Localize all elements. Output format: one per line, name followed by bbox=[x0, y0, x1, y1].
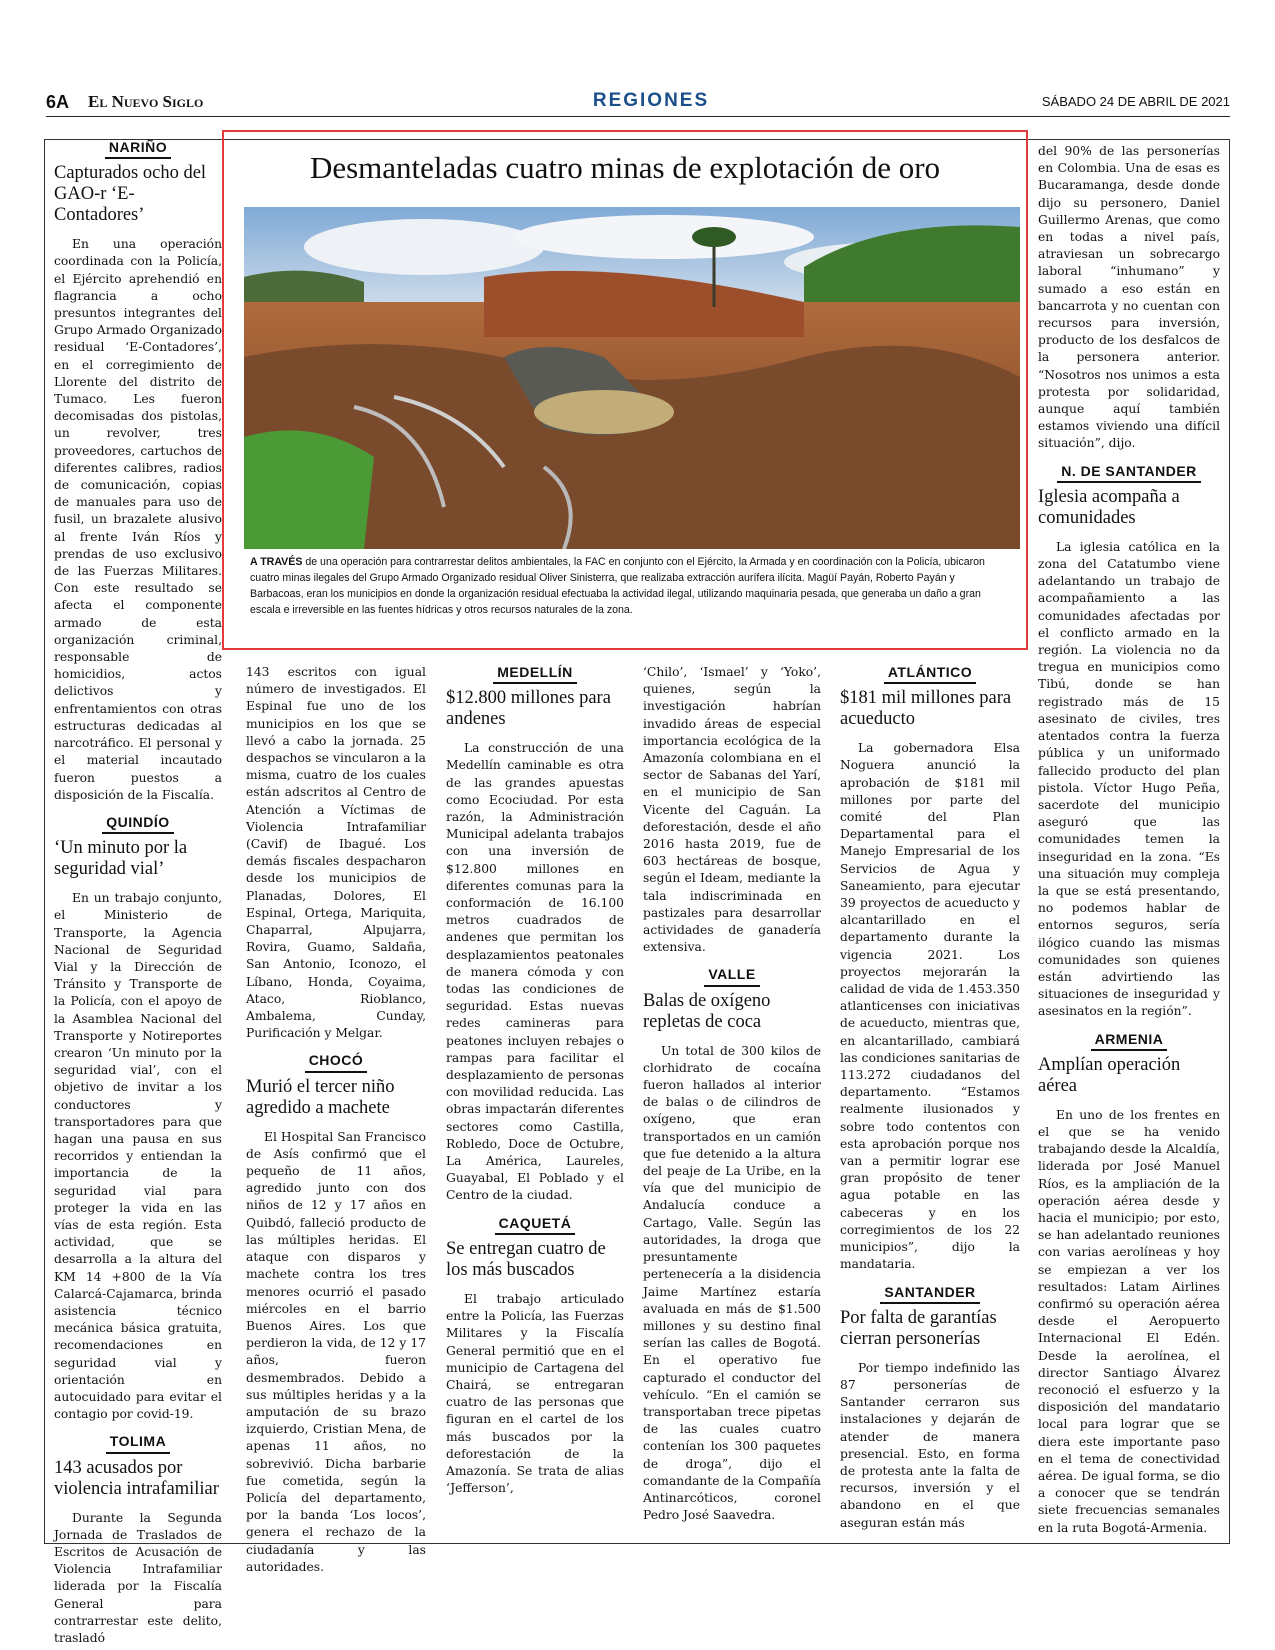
kicker-choco: CHOCÓ bbox=[246, 1052, 426, 1072]
headline-valle: Balas de oxígeno repletas de coca bbox=[643, 990, 771, 1032]
headline-tolima: 143 acusados por violencia intrafamiliar bbox=[54, 1457, 219, 1499]
caption-lead: A TRAVÉS bbox=[250, 556, 303, 568]
kicker-quindio: QUINDÍO bbox=[54, 814, 222, 834]
headline-santander: Por falta de garantías cierran personerías bbox=[840, 1307, 997, 1349]
article-nsantander: La iglesia católica en la zona del Catatumbo viene adelantando un trabajo de acompañamiento a las comunidades afectadas por el conflicto armado en la región. La violencia no da tregua en municipios como Tibú, donde se han registrado más de 15 asesinato de civiles, tres atentados contra la fuerza pública y un uniformado fallecido producto del plan pistola. Víctor Hugo Peña, sacerdote del municipio aseguró que las comunidades temen la inseguridad en la zona. “Es una situación muy compleja la que se está presentando, no podemos hablar de entornos seguros, sería ilógico cuando las mismas comunidades son quienes están advirtiendo las situaciones de inseguridad y asesinatos en la región”. bbox=[1038, 539, 1220, 1019]
article-caqueta-continued: ‘Chilo’, ‘Ismael’ y ‘Yoko’, quienes, según la investigación habrían invadido áreas de especial importancia ecológica de la Amazonía colombiana en el sector de Sabanas del Yarí, en el municipio de San Vicente del Caguán. La deforestación, desde el año 2016 hasta 2019, fue de 603 hectáreas de bosque, según el Ideam, mediante la tala indiscriminada en pastizales para desarrollar actividades de ganadería extensiva. bbox=[643, 665, 821, 955]
article-santander-continued: del 90% de las personerías en Colombia. Una de esas es Bucaramanga, desde donde dijo su personero, Daniel Guillermo Arenas, que como en todas a nivel país, atraviesan un sobrecargo laboral “inhumano” y sumado a eso están en bancarrota y no cuentan con recursos para inversión, producto de los desfalcos de la personera anterior. “Nosotros nos unimos a esta protesta por solidaridad, aunque aquí también estamos viviendo una difícil situación”, dijo. bbox=[1038, 144, 1220, 451]
newspaper-name: El Nuevo Siglo bbox=[88, 92, 204, 111]
column-4 bbox=[643, 664, 821, 1524]
article-valle: Un total de 300 kilos de clorhidrato de cocaína fueron hallados al interior de balas o de cilindros de oxígeno, que eran transportados en un camión que fue detenido a la altura del peaje de La Uribe, en la vía que del municipio de Andalucía conduce a Cartago, Valle. Según las autoridades, la droga que presuntamente pertenecería a la disidencia Jaime Martínez estaría avaluada en más de $1.500 millones y su destino final serían las calles de Bogotá. En el operativo fue capturado el conductor del vehículo. “En el camión se transportaban trece pipetas de las cuales cuatro contenían los 300 paquetes de droga”, dijo el comandante de la Compañía Antinarcóticos, coronel Pedro José Saavedra. bbox=[643, 1043, 821, 1523]
section-title: REGIONES bbox=[592, 90, 710, 111]
kicker-tolima: TOLIMA bbox=[54, 1433, 222, 1453]
page-number: 6A bbox=[46, 92, 70, 112]
kicker-santander: SANTANDER bbox=[840, 1284, 1020, 1304]
article-caqueta: El trabajo articulado entre la Policía, las Fuerzas Militares y la Fiscalía General permitió que en el municipio de Cartagena del Chairá, se entregaran cuatro de las personas que figuran en el cartel de los más buscados por la deforestación de la Amazonía. Se trata de alias ‘Jefferson’, bbox=[446, 1291, 624, 1496]
article-quindio: En un trabajo conjunto, el Ministerio de Transporte, la Agencia Nacional de Seguridad Vial y la Dirección de Tránsito y Transporte de la Policía, con el apoyo de la Asamblea Nacional del Transporte y Notireportes crearon ‘Un minuto por la seguridad vial’, con el objetivo de invitar a los conductores y transportadores para que hagan una pausa en sus recorridos y entiendan la importancia de la seguridad vial para proteger la vida en las vías de esta región. Esta actividad, que se desarrolla a la altura del KM 14 +800 de la Vía Calarcá-Cajamarca, brinda asistencia técnico mecánica básica gratuita, recomendaciones en seguridad vial y orientación en autocuidado para evitar el contagio por covid-19. bbox=[54, 891, 222, 1422]
kicker-nsantander: N. DE SANTANDER bbox=[1038, 463, 1220, 483]
mining-site-photo bbox=[244, 207, 1020, 549]
photo-caption bbox=[250, 554, 1010, 618]
headline-armenia: Amplían operación aérea bbox=[1038, 1054, 1181, 1096]
kicker-narino: NARIÑO bbox=[54, 139, 222, 159]
article-tolima-continued: 143 escritos con igual número de investigados. El Espinal fue uno de los municipios en los que se llevó a cabo la jornada. 25 despachos se vincularon a la misma, cuatro de los cuales están adscritos al Centro de Atención a Víctimas de Violencia Intrafamiliar (Cavif) de Ibagué. Los demás fiscales despacharon desde los municipios de Planadas, Dolores, El Espinal, Ortega, Mariquita, Chaparral, Alpujarra, Rovira, Guamo, Saldaña, San Antonio, Iconozo, el Líbano, Honda, Coyaima, Ataco, Rioblanco, Ambalema, Cunday, Purificación y Melgar. bbox=[246, 665, 426, 1041]
headline-narino: Capturados ocho del GAO-r ‘E-Contadores’ bbox=[54, 163, 207, 226]
masthead bbox=[46, 90, 1230, 117]
kicker-caqueta: CAQUETÁ bbox=[446, 1215, 624, 1235]
headline-choco: Murió el tercer niño agredido a machete bbox=[246, 1076, 395, 1118]
issue-date: SÁBADO 24 DE ABRIL DE 2021 bbox=[1041, 94, 1230, 109]
lead-headline: Desmanteladas cuatro minas de explotación de oro bbox=[309, 150, 941, 185]
kicker-armenia: ARMENIA bbox=[1038, 1031, 1220, 1051]
article-armenia: En uno de los frentes en el que se ha venido trabajando desde la Alcaldía, liderada por José Manuel Ríos, es la ampliación de la operación aérea desde y hacia el municipio; por esto, se han adelantado reuniones con varias aerolíneas y hoy se empiezan a ver los resultados: Latam Airlines confirmó su operación aérea desde el Aeropuerto Internacional El Edén. Desde la aerolínea, el director Santiago Álvarez reconoció el esfuerzo y la disposición del mandatario local para lograr que se diera este importante paso en el tema de conectividad aérea. De igual forma, se dio a conocer que se tendrán siete frecuencias semanales en la ruta Bogotá-Armenia. bbox=[1038, 1107, 1220, 1535]
article-tolima: Durante la Segunda Jornada de Traslados de Escritos de Acusación de Violencia Intrafamiliar liderada por la Fiscalía General para contrarrestar este delito, trasladó bbox=[54, 1510, 222, 1646]
article-atlantico: La gobernadora Elsa Noguera anunció la aprobación de $181 mil millones por parte del comité del Plan Departamental para el Manejo Empresarial de los Servicios de Agua y Saneamiento, para ejecutar 39 proyectos de acueducto y alcantarillado en el departamento durante la vigencia 2021. Los proyectos mejorarán la calidad de vida de 1.453.350 atlanticenses con iniciativas de acueducto, mientras que, en alcantarillado, cambiará las condiciones sanitarias de 113.272 ciudadanos del departamento. “Estamos realmente ilusionados y sobre todo contentos con esta aprobación porque nos van a permitir lograr ese gran propósito de tener agua potable en las cabeceras y en los corregimientos de los 22 municipios”, dijo la mandataria. bbox=[840, 741, 1020, 1272]
kicker-atlantico: ATLÁNTICO bbox=[840, 664, 1020, 684]
article-medellin: La construcción de una Medellín caminable es otra de las grandes apuestas como Ecociudad. Por esta razón, la Administración Municipal adelanta trabajos con una inversión de $12.800 millones en diferentes comunas para la conformación de 16.100 metros cuadrados de andenes que permitan los desplazamientos peatonales de manera cómoda y con todas las condiciones de seguridad. Estas nuevas redes camineras para peatones incluyen rebajes o rampas para facilitar el desplazamiento de personas con movilidad reducida. Las obras impactarán diferentes sectores como Castilla, Robledo, Doce de Octubre, La América, Laureles, Guayabal, El Poblado y el Centro de la ciudad. bbox=[446, 741, 624, 1203]
photo-illustration bbox=[244, 207, 1020, 549]
article-choco: El Hospital San Francisco de Asís confirmó que el pequeño de 11 años, agredido junto con dos niños de 12 y 17 años en Quibdó, falleció producto de las múltiples heridas. El ataque con disparos y machete contra los tres menores ocurrió el pasado miércoles en el barrio Buenos Aires. Los que perdieron la vida, de 12 y 17 años, fueron desmembrados. Debido a sus múltiples heridas y a la amputación de su brazo izquierdo, Cristian Mena, de apenas 11 años, no sobrevivió. Dicha barbarie fue cometida, según la Policía del departamento, por la banda ‘Los locos’, genera el rechazo de la ciudadanía y las autoridades. bbox=[246, 1129, 426, 1574]
headline-quindio: ‘Un minuto por la seguridad vial’ bbox=[54, 838, 188, 880]
column-6 bbox=[1038, 143, 1220, 1537]
caption-text: de una operación para contrarrestar delitos ambientales, la FAC en conjunto con el Ejército, la Armada y en coordinación con la Policía, ubicaron cuatro minas ilegales del Grupo Armado Organizado residual Oliver Sinisterra, que realizaba extracción aurífera ilícita. Magüí Payán, Roberto Payán y Barbacoas, eran los municipios en donde la organización residual efectuaba la actividad ilegal, utilizando maquinaria pesada, que generaba un daño a gran escala e irreversible en las fuentes hídricas y otros recursos naturales de la zona. bbox=[250, 556, 985, 616]
article-narino: En una operación coordinada con la Policía, el Ejército aprehendió en flagrancia a ocho presuntos integrantes del Grupo Armado Organizado residual ‘E-Contadores’, en el corregimiento de Llorente del distrito de Tumaco. Les fueron decomisadas dos pistolas, un revolver, tres proveedores, cartuchos de diferentes calibres, radios de comunicación, copias de manuales para uso de fusil, un brazalete alusivo al frente Iván Ríos y prendas de uso exclusivo de las Fuerzas Militares. Con este resultado se afecta el componente armado de esta organización criminal, responsable de homicidios, actos delictivos y enfrentamientos con otras estructuras dedicadas al narcotráfico. El personal y el material incautado fueron puestos a disposición de la Fiscalía. bbox=[54, 237, 222, 802]
column-2 bbox=[246, 664, 426, 1576]
headline-nsantander: Iglesia acompaña a comunidades bbox=[1038, 486, 1180, 528]
article-santander: Por tiempo indefinido las 87 personerías de Santander cerraron sus instalaciones y dejarán de atender de manera presencial. Esto, en forma de protesta ante la falta de recursos, inversión y el abandono en el que aseguran están más bbox=[840, 1360, 1020, 1530]
headline-medellin: $12.800 millones para andenes bbox=[446, 688, 611, 730]
column-3 bbox=[446, 664, 624, 1497]
headline-caqueta: Se entregan cuatro de los más buscados bbox=[446, 1238, 606, 1280]
column-5 bbox=[840, 664, 1020, 1532]
kicker-valle: VALLE bbox=[643, 966, 821, 986]
kicker-medellin: MEDELLÍN bbox=[446, 664, 624, 684]
column-1 bbox=[54, 139, 222, 1647]
headline-atlantico: $181 mil millones para acueducto bbox=[840, 688, 1012, 730]
